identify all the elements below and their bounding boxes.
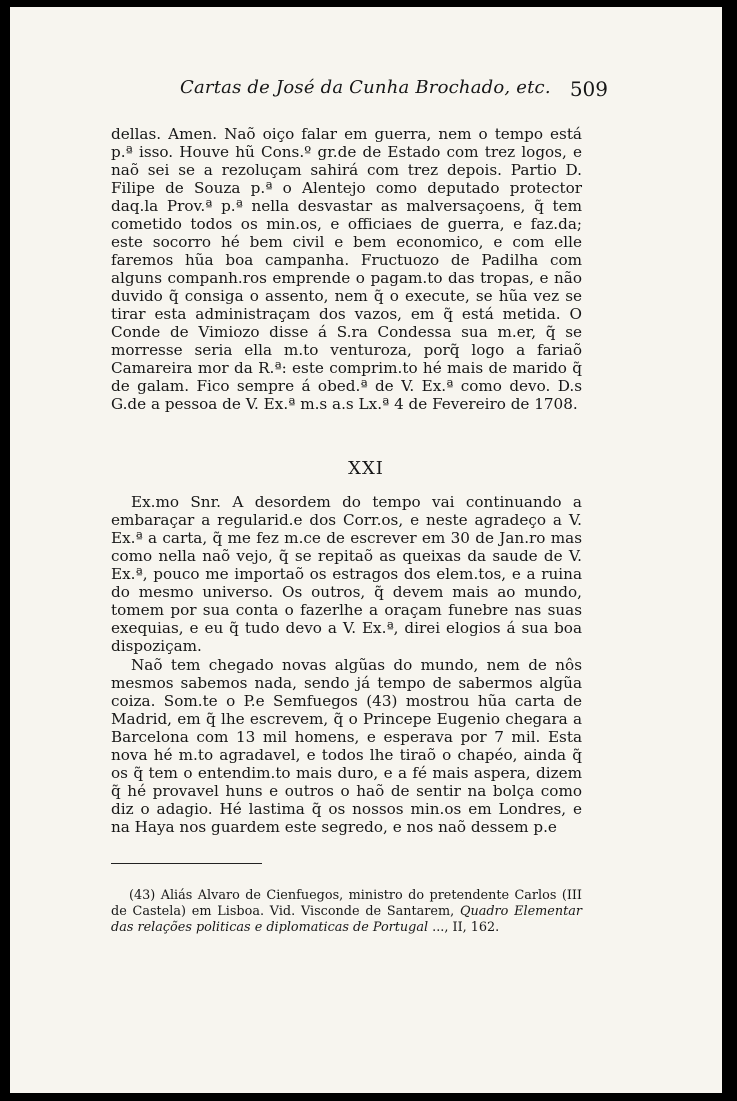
footnote-citation: ..., II, 162. [432,920,500,935]
footnote-text: Aliás Alvaro de Cienfuegos, ministro do pretendente Carlos (III de Castela) em Lisboa. Vid. Visconde de Santarem, [111,888,582,919]
section-heading: XXI [348,458,384,479]
letter-paragraph: dellas. Amen. Naõ oiço falar em guerra, nem o tempo está p.ª isso. Houve hũ Cons.º gr.de de Estado com trez logos, e naõ sei se a rezoluçam sahirá com trez depois. Partio D. Filipe de Souza p.ª o Alentejo como deputado protector daq.la Prov.ª p.ª nella desvastar as malversaçoens, q̃ tem cometido todos os min.os, e officiaes de guerra, e faz.da; este socorro hé bem civil e bem economico, e com elle faremos hũa boa campanha. Fructuozo de Padilha com alguns companh.ros emprende o pagam.to das tropas, e não duvido q̃ consiga o assento, nem q̃ o execute, se hũa vez se tirar esta administraçam dos vazos, em q̃ está metida. O Conde de Vimiozo disse á S.ra Condessa sua m.er, q̃ se morresse seria ella m.to venturoza, porq̃ logo a fariaõ Camareira mor da R.ª: este comprim.to hé mais de marido q̃ de galam. Fico sempre á obed.ª de V. Ex.ª como devo. D.s G.de a pessoa de V. Ex.ª m.s a.s Lx.ª 4 de Fevereiro de 1708. [111,125,582,413]
footnote-book-title: Quadro Elementar das relações politicas e diplomaticas de Portugal [111,904,582,935]
page-header [128,77,608,107]
letter-paragraph: Naõ tem chegado novas algũas do mundo, nem de nôs mesmos sabemos nada, sendo já tempo de sabermos algũa coiza. Som.te o P.e Semfuegos (43) mostrou hũa carta de Madrid, em q̃ lhe escrevem, q̃ o Princepe Eugenio chegara a Barcelona com 13 mil homens, e esperava por 7 mil. Esta nova hé m.to agradavel, e todos lhe tiraõ o chapéo, ainda q̃ os q̃ tem o entendim.to mais duro, e a fé mais aspera, dizem q̃ hé provavel huns e outros o haõ de sentir na bolça como diz o adagio. Hé lastima q̃ os nossos min.os em Londres, e na Haya nos guardem este segredo, e nos naõ dessem p.e [111,656,582,836]
footnote-number: (43) [129,888,156,903]
book-page [10,7,722,1093]
letter-ending-text [111,125,582,413]
footnote [111,888,582,936]
section-text [111,493,582,836]
running-title: Cartas de José da Cunha Brochado, etc. [180,77,551,98]
page-number: 509 [569,77,608,101]
footnote-divider [111,863,262,864]
letter-paragraph: Ex.mo Snr. A desordem do tempo vai continuando a embaraçar a regularid.e dos Corr.os, e neste agradeço a V. Ex.ª a carta, q̃ me fez m.ce de escrever em 30 de Jan.ro mas como nella naõ vejo, q̃ se repitaõ as queixas da saude de V. Ex.ª, pouco me importaõ os estragos dos elem.tos, e a ruina do mesmo universo. Os outros, q̃ devem mais ao mundo, tomem por sua conta o fazerlhe a oraçam funebre nas suas exequias, e eu q̃ tudo devo a V. Ex.ª, direi elogios á sua boa dispoziçam. [111,493,582,655]
